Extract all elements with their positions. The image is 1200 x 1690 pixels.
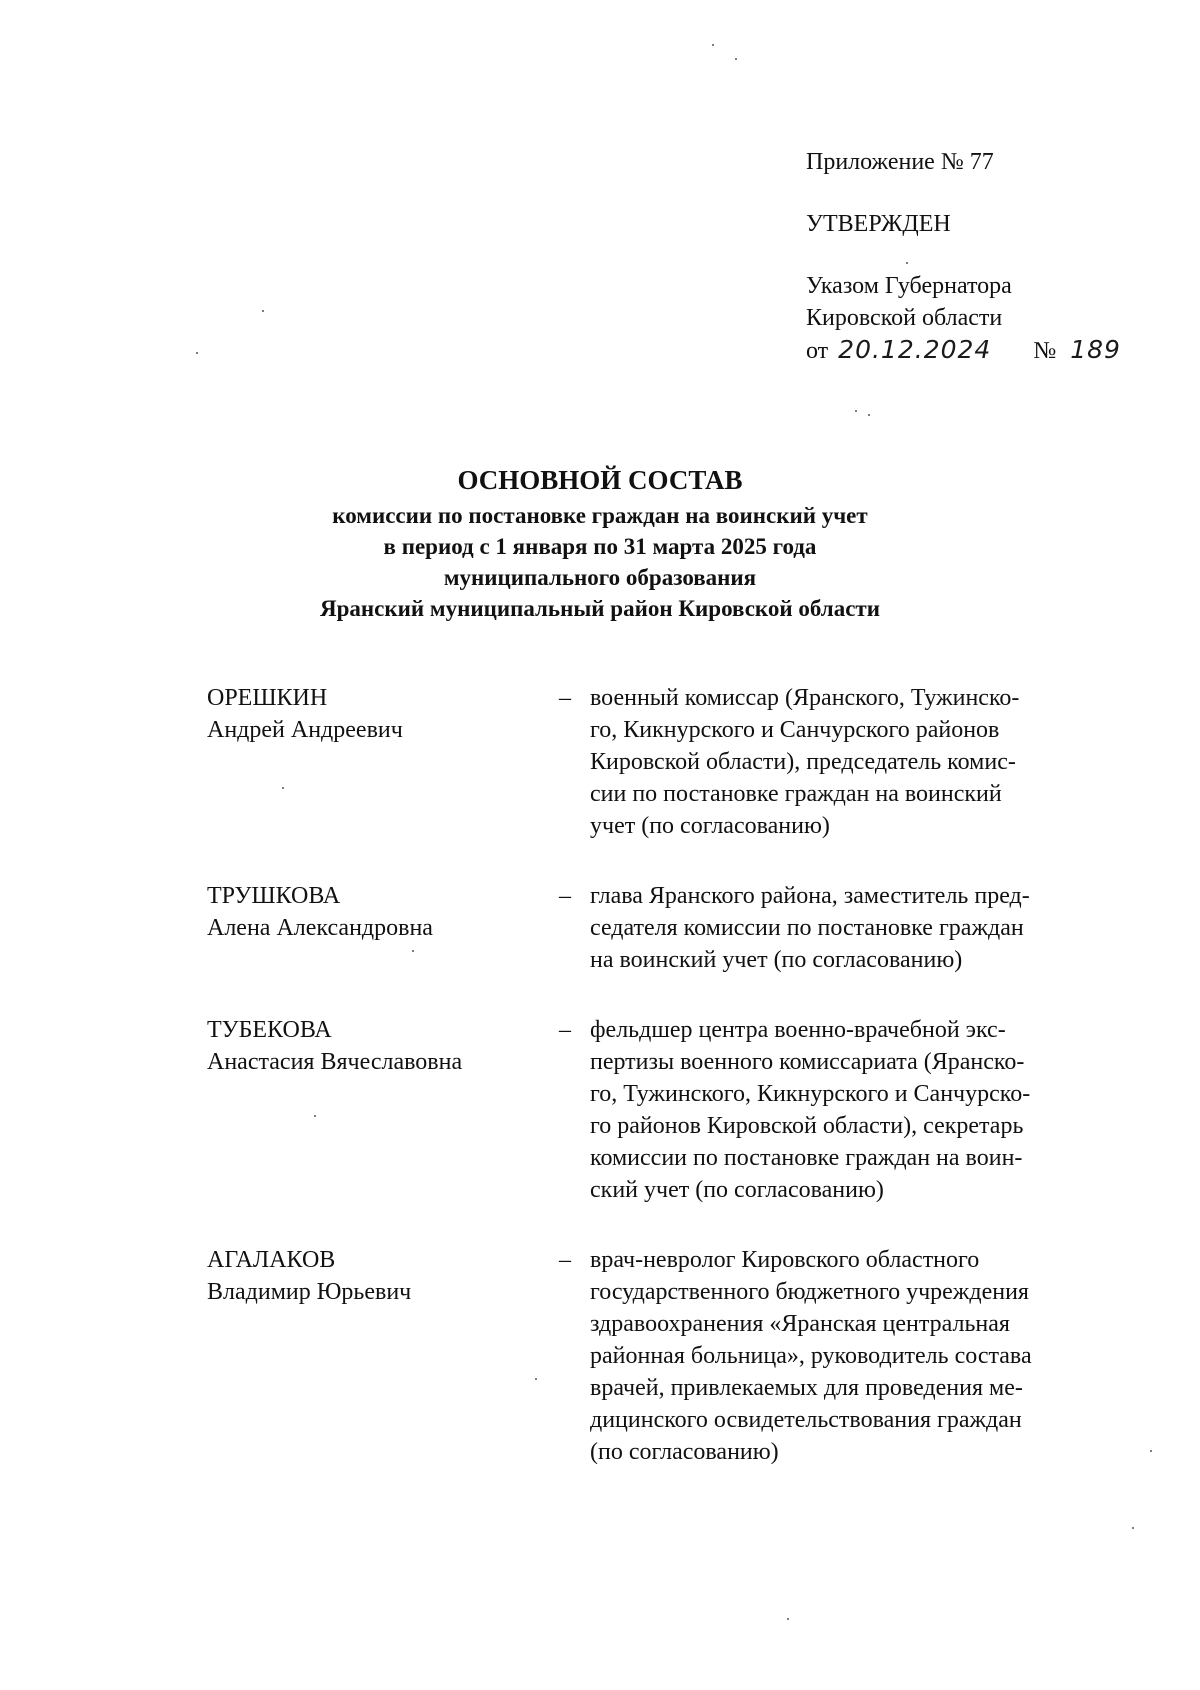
number-sign: № — [1033, 338, 1057, 364]
scan-speck — [262, 310, 264, 312]
approved-stamp-text: УТВЕРЖДЕН — [806, 211, 951, 237]
member-name — [207, 1014, 537, 1078]
title-line-1: комиссии по постановке граждан на воинский учет — [332, 503, 868, 528]
member-role — [590, 1244, 1127, 1468]
role-line: государственного бюджетного учреждения — [590, 1279, 1029, 1305]
member-surname: ТУБЕКОВА — [207, 1017, 332, 1043]
role-line: на воинский учет (по согласованию) — [590, 947, 963, 973]
member-given-names: Алена Александровна — [207, 915, 433, 941]
member-dash: – — [559, 1017, 571, 1043]
role-line: военный комиссар (Яранского, Тужинско- — [590, 685, 1020, 711]
member-given-names: Андрей Андреевич — [207, 717, 403, 743]
role-line: дицинского освидетельствования граждан — [590, 1407, 1022, 1433]
document-title — [100, 462, 1100, 624]
appendix-number: Приложение № 77 — [806, 149, 994, 175]
member-surname: ТРУШКОВА — [207, 883, 341, 909]
scan-speck — [282, 787, 284, 789]
role-line: пертизы военного комиссариата (Яранско- — [590, 1049, 1025, 1075]
member-dash: – — [559, 883, 571, 909]
member-role — [590, 682, 1127, 842]
decree-line-1: Указом Губернатора — [806, 273, 1012, 299]
member-role — [590, 1014, 1127, 1206]
member-dash: – — [559, 685, 571, 711]
member-entry — [207, 1244, 1127, 1468]
role-line: учет (по согласованию) — [590, 813, 830, 839]
role-line: Кировской области), председатель комис- — [590, 749, 1016, 775]
member-surname: АГАЛАКОВ — [207, 1247, 336, 1273]
scan-speck — [314, 1115, 316, 1117]
role-line: фельдшер центра военно-врачебной экс- — [590, 1017, 1006, 1043]
scan-speck — [1132, 1527, 1134, 1529]
role-line: го, Тужинского, Кикнурского и Санчурско- — [590, 1081, 1031, 1107]
role-line: комиссии по постановке граждан на воин- — [590, 1145, 1023, 1171]
scan-speck — [196, 352, 198, 354]
date-prefix: от — [806, 338, 829, 364]
title-main: ОСНОВНОЙ СОСТАВ — [457, 465, 743, 495]
scan-speck — [906, 262, 908, 264]
role-line: здравоохранения «Яранская центральная — [590, 1311, 1010, 1337]
role-line: (по согласованию) — [590, 1439, 779, 1465]
scan-speck — [868, 414, 870, 416]
decree-date-line — [806, 334, 1166, 367]
member-name — [207, 880, 537, 944]
member-given-names: Владимир Юрьевич — [207, 1279, 412, 1305]
member-role — [590, 880, 1127, 976]
title-line-3: муниципального образования — [443, 565, 757, 590]
member-entry — [207, 1014, 1127, 1206]
title-line-2: в период с 1 января по 31 марта 2025 года — [383, 534, 817, 559]
scan-speck — [712, 44, 714, 46]
approval-block — [806, 146, 1166, 367]
role-line: врачей, привлекаемых для проведения ме- — [590, 1375, 1023, 1401]
member-surname: ОРЕШКИН — [207, 685, 328, 711]
scan-speck — [735, 58, 737, 60]
member-name — [207, 1244, 537, 1308]
scan-speck — [787, 1618, 789, 1620]
scan-speck — [1150, 1450, 1152, 1452]
role-line: ский учет (по согласованию) — [590, 1177, 884, 1203]
role-line: сии по постановке граждан на воинский — [590, 781, 1002, 807]
scan-speck — [855, 410, 857, 412]
role-line: районная больница», руководитель состава — [590, 1343, 1032, 1369]
member-entry — [207, 880, 1127, 976]
role-line: седателя комиссии по постановке граждан — [590, 915, 1024, 941]
title-line-4: Яранский муниципальный район Кировской области — [320, 596, 880, 621]
members-list — [207, 682, 1127, 1468]
role-line: го районов Кировской области), секретарь — [590, 1113, 1024, 1139]
role-line: го, Кикнурского и Санчурского районов — [590, 717, 1000, 743]
member-entry — [207, 682, 1127, 842]
scan-speck — [535, 1378, 537, 1380]
member-given-names: Анастасия Вячеславовна — [207, 1049, 463, 1075]
member-name — [207, 682, 537, 746]
handwritten-date: 20.12.2024 — [838, 335, 992, 364]
role-line: глава Яранского района, заместитель пред- — [590, 883, 1030, 909]
role-line: врач-невролог Кировского областного — [590, 1247, 980, 1273]
handwritten-number: 189 — [1070, 335, 1121, 364]
decree-line-2: Кировской области — [806, 305, 1003, 331]
member-dash: – — [559, 1247, 571, 1273]
scan-speck — [412, 950, 414, 952]
